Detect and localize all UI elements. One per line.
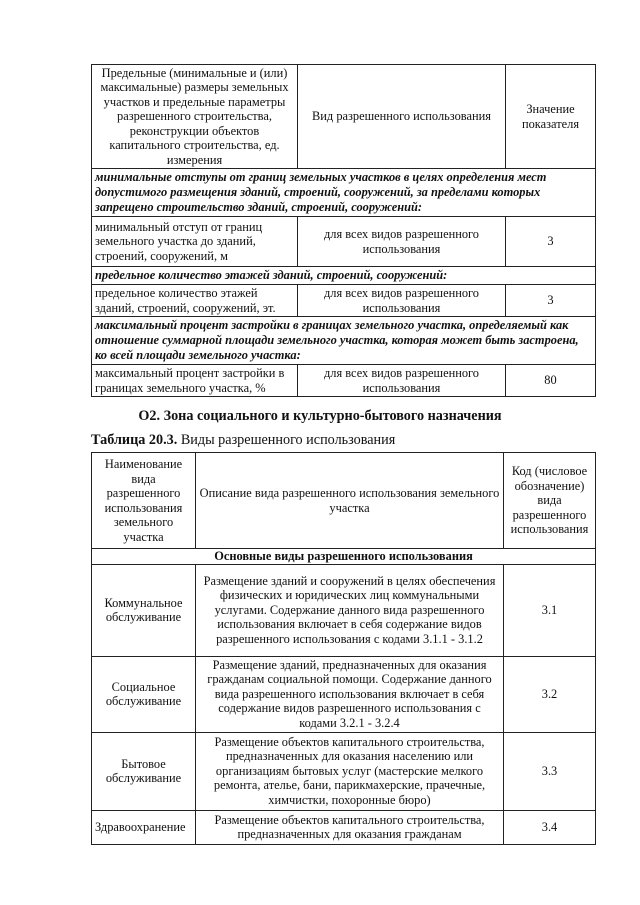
value-cell: 3 xyxy=(506,285,596,317)
table-header-row xyxy=(92,453,596,549)
value-cell: 80 xyxy=(506,365,596,397)
table-caption xyxy=(91,432,395,449)
use-code: 3.1 xyxy=(504,564,596,656)
header-value: Значение показателя xyxy=(506,65,596,169)
value-cell: 3 xyxy=(506,217,596,267)
section-title-row xyxy=(92,169,596,217)
subheading: Основные виды разрешенного использования xyxy=(92,549,596,565)
use-name: Социальное обслуживание xyxy=(92,656,196,732)
use-cell: для всех видов разрешенного использования xyxy=(298,217,506,267)
parameters-table xyxy=(91,64,596,397)
use-cell: для всех видов разрешенного использования xyxy=(298,365,506,397)
use-description: Размещение объектов капитального строительства, предназначенных для оказания гражданам xyxy=(196,810,504,844)
use-cell: для всех видов разрешенного использования xyxy=(298,285,506,317)
table-row xyxy=(92,564,596,656)
table-row xyxy=(92,285,596,317)
subheading-row xyxy=(92,549,596,565)
use-name: Бытовое обслуживание xyxy=(92,732,196,810)
section-title-row xyxy=(92,267,596,285)
section-title: максимальный процент застройки в границах земельного участка, определяемый как отношение суммарной площади земельного участка, которая может быть застроена, ко всей площади земельного участка: xyxy=(92,317,596,365)
param-cell: максимальный процент застройки в границах земельного участка, % xyxy=(92,365,298,397)
header-code: Код (числовое обозначение) вида разрешенного использования xyxy=(504,453,596,549)
header-param: Предельные (минимальные и (или) максимальные) размеры земельных участков и предельные параметры разрешенного строительства, реконструкции объектов капитального строительства, ед. измерения xyxy=(92,65,298,169)
use-name: Здравоохранение xyxy=(92,810,196,844)
section-title: минимальные отступы от границ земельных участков в целях определения мест допустимого размещения зданий, строений, сооружений, за пределами которых запрещено строительство зданий, строений, сооружений: xyxy=(92,169,596,217)
header-description: Описание вида разрешенного использования земельного участка xyxy=(196,453,504,549)
section-title: предельное количество этажей зданий, строений, сооружений: xyxy=(92,267,596,285)
table-row xyxy=(92,365,596,397)
table-row xyxy=(92,810,596,844)
use-description: Размещение зданий и сооружений в целях обеспечения физических и юридических лиц коммунальными услугами. Содержание данного вида разрешенного использования включает в себя содержание видов разрешенного использования с кодами 3.1.1 - 3.1.2 xyxy=(196,564,504,656)
use-code: 3.3 xyxy=(504,732,596,810)
section-title-row xyxy=(92,317,596,365)
table-row xyxy=(92,732,596,810)
param-cell: минимальный отступ от границ земельного участка до зданий, строений, сооружений, м xyxy=(92,217,298,267)
use-code: 3.2 xyxy=(504,656,596,732)
caption-label: Таблица 20.3. xyxy=(91,432,178,448)
header-name: Наименование вида разрешенного использования земельного участка xyxy=(92,453,196,549)
zone-heading: О2. Зона социального и культурно-бытового назначения xyxy=(138,408,502,424)
caption-text: Виды разрешенного использования xyxy=(177,432,396,448)
use-description: Размещение зданий, предназначенных для оказания гражданам социальной помощи. Содержание данного вида разрешенного использования включает в себя содержание видов разрешенного использования с кодами 3.2.1 - 3.2.4 xyxy=(196,656,504,732)
header-use: Вид разрешенного использования xyxy=(298,65,506,169)
use-code: 3.4 xyxy=(504,810,596,844)
use-name: Коммунальное обслуживание xyxy=(92,564,196,656)
permitted-use-table xyxy=(91,452,596,845)
table-row xyxy=(92,656,596,732)
param-cell: предельное количество этажей зданий, строений, сооружений, эт. xyxy=(92,285,298,317)
table-row xyxy=(92,217,596,267)
use-description: Размещение объектов капитального строительства, предназначенных для оказания населению или организациям бытовых услуг (мастерские мелкого ремонта, ателье, бани, парикмахерские, прачечные, химчистки, похоронные бюро) xyxy=(196,732,504,810)
table-header-row xyxy=(92,65,596,169)
